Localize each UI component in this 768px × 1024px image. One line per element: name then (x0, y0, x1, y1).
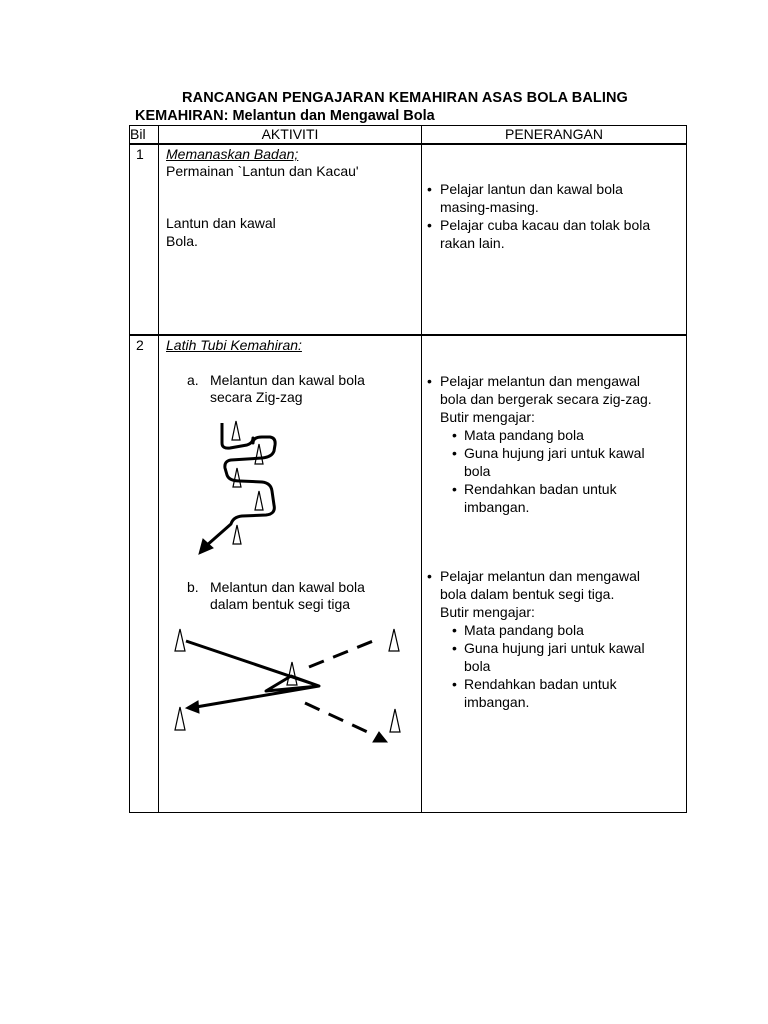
point-2-line-1: Pelajar cuba kacau dan tolak bola (440, 217, 651, 233)
tip-line: Guna hujung jari untuk kawal (464, 445, 645, 461)
item-b-line-2: dalam bentuk segi tiga (210, 596, 351, 612)
desc-b-teaching-label: Butir mengajar: (440, 604, 535, 620)
row-1-penerangan-cell (422, 144, 687, 335)
row-2-heading: Latih Tubi Kemahiran: (166, 337, 302, 353)
list-item: • Mata pandang bola (452, 621, 687, 639)
row-1-bil-cell (130, 144, 159, 335)
desc-a-block (422, 372, 687, 516)
desc-b-block (422, 567, 687, 711)
row-1-activity-line-b: Bola. (166, 233, 198, 249)
lesson-plan-table (129, 125, 687, 813)
row-1-points (422, 180, 650, 252)
row-2-penerangan-cell (422, 335, 687, 813)
row-1-aktiviti-cell (159, 144, 422, 335)
header-aktiviti: AKTIVITI (159, 126, 422, 145)
triangle-diagram (159, 336, 422, 812)
list-item (452, 480, 687, 516)
item-a-line-1: Melantun dan kawal bola (210, 372, 365, 388)
list-item (452, 444, 687, 480)
point-2-line-2: rakan lain. (440, 235, 505, 251)
row-1-activity-line-a: Lantun dan kawal (166, 215, 276, 231)
desc-a-line-2: bola dan bergerak secara zig-zag. (440, 391, 652, 407)
table-header-row (130, 126, 687, 145)
tip-line: imbangan. (464, 694, 530, 710)
list-item (422, 372, 687, 408)
item-b-marker: b. (187, 579, 199, 595)
table-row (130, 335, 687, 813)
list-item: • Mata pandang bola (452, 426, 687, 444)
desc-b-line-1: Pelajar melantun dan mengawal (440, 568, 641, 584)
table-row (130, 144, 687, 335)
document-title: RANCANGAN PENGAJARAN KEMAHIRAN ASAS BOLA BALING (182, 90, 628, 106)
point-1-line-1: Pelajar lantun dan kawal bola (440, 181, 623, 197)
triangle-solid-path (186, 641, 319, 707)
list-item (422, 216, 650, 252)
row-2-aktiviti-cell (159, 335, 422, 813)
list-item (422, 180, 650, 216)
row-1-activity-game: Permainan `Lantun dan Kacau' (166, 163, 359, 179)
list-item (452, 675, 687, 711)
document-subtitle: KEMAHIRAN: Melantun dan Mengawal Bola (135, 108, 435, 124)
list-item (452, 639, 687, 675)
desc-a-teaching-label: Butir mengajar: (440, 409, 535, 425)
tip-line: Rendahkan badan untuk (464, 481, 617, 497)
item-b-line-1: Melantun dan kawal bola (210, 579, 365, 595)
row-2-bil-cell (130, 335, 159, 813)
point-1-line-2: masing-masing. (440, 199, 539, 215)
arrow-head-icon (186, 701, 199, 713)
list-item (422, 567, 687, 603)
tip-line: Guna hujung jari untuk kawal (464, 640, 645, 656)
item-a-marker: a. (187, 372, 199, 388)
header-bil: Bil (130, 126, 159, 145)
header-penerangan: PENERANGAN (422, 126, 687, 145)
tip-line: Rendahkan badan untuk (464, 676, 617, 692)
desc-b-tips (422, 621, 687, 711)
row-1-number: 1 (136, 146, 144, 162)
tip-line: bola (464, 463, 491, 479)
row-1-heading: Memanaskan Badan; (166, 146, 299, 162)
desc-a-line-1: Pelajar melantun dan mengawal (440, 373, 641, 389)
desc-b-line-2: bola dalam bentuk segi tiga. (440, 586, 615, 602)
arrow-head-icon (373, 732, 387, 742)
row-2-number: 2 (136, 337, 144, 353)
tip-line: bola (464, 658, 491, 674)
item-a-line-2: secara Zig-zag (210, 389, 303, 405)
desc-a-tips (422, 426, 687, 516)
tip-line: imbangan. (464, 499, 530, 515)
